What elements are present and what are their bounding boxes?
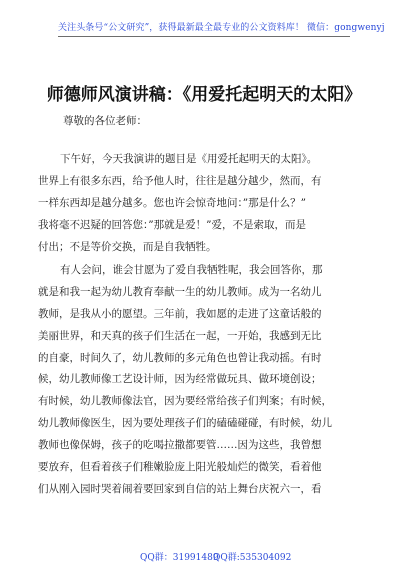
paragraph-line: 付出；不是等价交换，而是自我牺牲。 <box>38 241 217 253</box>
document-title: 师德师风演讲稿：《用爱托起明天的太阳》 <box>46 85 362 105</box>
paragraph-line: 美丽世界，和天真的孩子们生活在一起，一开始，我感到无比 <box>38 329 322 342</box>
paragraph-2 <box>38 260 374 501</box>
paragraph-line: 候，幼儿教师像工艺设计师，因为经常做玩具、做环境创设； <box>38 373 322 386</box>
paragraph-line: 一样东西却是越分越多。您也许会惊奇地问：”那是什么？” <box>38 197 306 209</box>
footer-qq-group-1: QQ群：31991489 <box>140 553 219 563</box>
paragraph-line: 有人会问，谁会甘愿为了爱自我牺牲呢，我会回答你，那 <box>60 264 323 276</box>
paragraph-1 <box>38 148 374 258</box>
paragraph-line: 就是和我一起为幼儿教育奉献一生的幼儿教师。成为一名幼儿 <box>38 285 322 298</box>
page-footer <box>0 552 408 566</box>
header-divider <box>58 36 350 37</box>
greeting: 尊敬的各位老师： <box>63 115 147 127</box>
paragraph-line: 教师，是我从小的愿望。三年前，我如愿的走进了这童话般的 <box>38 307 322 320</box>
paragraph-line: 的自豪，时间久了，幼儿教师的多元角色也曾让我动摇。有时 <box>38 351 322 364</box>
page-header <box>58 22 385 38</box>
paragraph-line: 我将毫不迟疑的回答您：”那就是爱！”爱，不是索取，而是 <box>38 219 306 231</box>
paragraph-line: 有时候，幼儿教师像法官，因为要经常给孩子们判案；有时候， <box>38 395 332 408</box>
paragraph-line: 世界上有很多东西，给予他人时，往往是越分越少，然而，有 <box>38 175 322 187</box>
paragraph-line: 要放弃，但看着孩子们稚嫩脸庞上阳光般灿烂的微笑，看着他 <box>38 461 322 474</box>
header-promo-text: 关注头条号“公文研究”，获得最新最全最专业的公文资料库！ 微信：gongwenyj <box>58 23 385 33</box>
footer-qq-group-2: QQ群:535304092 <box>213 553 292 563</box>
paragraph-line: 下午好，今天我演讲的题目是《用爱托起明天的太阳》。 <box>60 153 318 165</box>
paragraph-line: 们从刚入园时哭着闹着要回家到自信的站上舞台庆祝六一，看 <box>38 482 322 495</box>
paragraph-line: 幼儿教师像医生，因为要处理孩子们的磕磕碰碰，有时候，幼儿 <box>38 417 332 430</box>
paragraph-line: 教师也像保姆，孩子的吃喝拉撒都要管……因为这些，我曾想 <box>38 439 322 452</box>
